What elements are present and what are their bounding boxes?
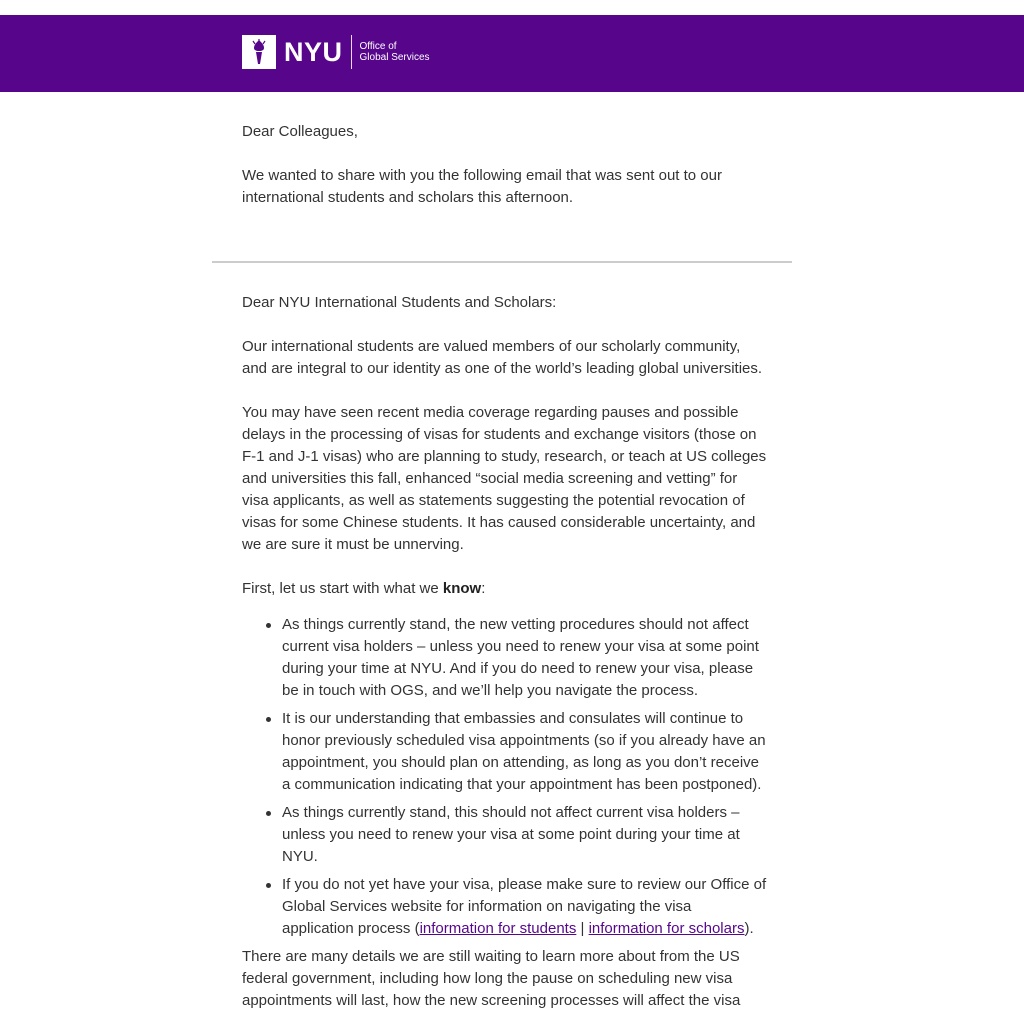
intro-message: We wanted to share with you the following email that was sent out to our international students and scholars this afternoon. [242,167,722,206]
known-facts-list [242,614,767,940]
office-name [360,41,430,63]
top-gap [0,0,1024,15]
list-item-text: As things currently stand, the new vetting procedures should not affect current visa holders – unless you need to renew your visa at some point during your time at NYU. And if you do need to renew your visa, please be in touch with OGS, and we’ll help you navigate the process. [282,616,759,699]
nyu-ogs-logo[interactable] [242,35,430,69]
link-information-for-scholars[interactable]: information for scholars [588,920,745,937]
know-bold: know [442,580,482,597]
link-separator: | [576,920,589,937]
paragraph-waiting-details: There are many details we are still waiting to learn more about from the US federal government, including how long the pause on scheduling new visa appointments will last, how the new screening processes will affect the visa [242,948,741,1009]
bullet-icon [266,883,271,888]
list-item [282,614,767,702]
office-line-1: Office of [359,41,397,52]
bullet-icon [266,717,271,722]
paragraph-valued-members: Our international students are valued members of our scholarly community, and are integral to our identity as one of the world’s leading global universities. [242,338,763,377]
list-item [282,802,767,868]
list-item-text: As things currently stand, this should not affect current visa holders – unless you need to renew your visa at some point during your time at NYU. [282,804,740,865]
nyu-wordmark: NYU [284,37,343,67]
link-information-for-students[interactable]: information for students [419,920,577,937]
list-item-suffix: ). [744,920,754,937]
know-suffix: : [481,580,486,597]
header-banner [0,15,1024,92]
what-we-know-intro [242,578,767,600]
list-item-text: If you do not yet have your visa, please make sure to review our Office of Global Services website for information on navigating the visa application process ( [282,876,767,937]
section-divider [212,261,792,263]
email-body [242,292,767,1024]
torch-icon [242,35,276,69]
bullet-icon [266,623,271,628]
logo-separator [351,35,352,69]
paragraph-media-coverage: You may have seen recent media coverage regarding pauses and possible delays in the processing of visas for students and exchange visitors (those on F-1 and J-1 visas) who are planning to study, research, or teach at US colleges and universities this fall, enhanced “social media screening and vetting” for visa applicants, as well as statements suggesting the potential revocation of visas for some Chinese students. It has caused considerable uncertainty, and we are sure it must be unnerving. [242,404,767,553]
intro-greeting: Dear Colleagues, [242,123,358,140]
know-prefix: First, let us start with what we [242,580,443,597]
email-greeting: Dear NYU International Students and Scholars: [242,294,557,311]
bullet-icon [266,811,271,816]
list-item [282,874,767,940]
list-item [282,708,767,796]
office-line-2: Global Services [359,52,430,63]
list-item-text: It is our understanding that embassies and consulates will continue to honor previously scheduled visa appointments (so if you already have an appointment, you should plan on attending, as long as you don’t receive a communication indicating that your appointment has been postponed). [282,710,766,793]
